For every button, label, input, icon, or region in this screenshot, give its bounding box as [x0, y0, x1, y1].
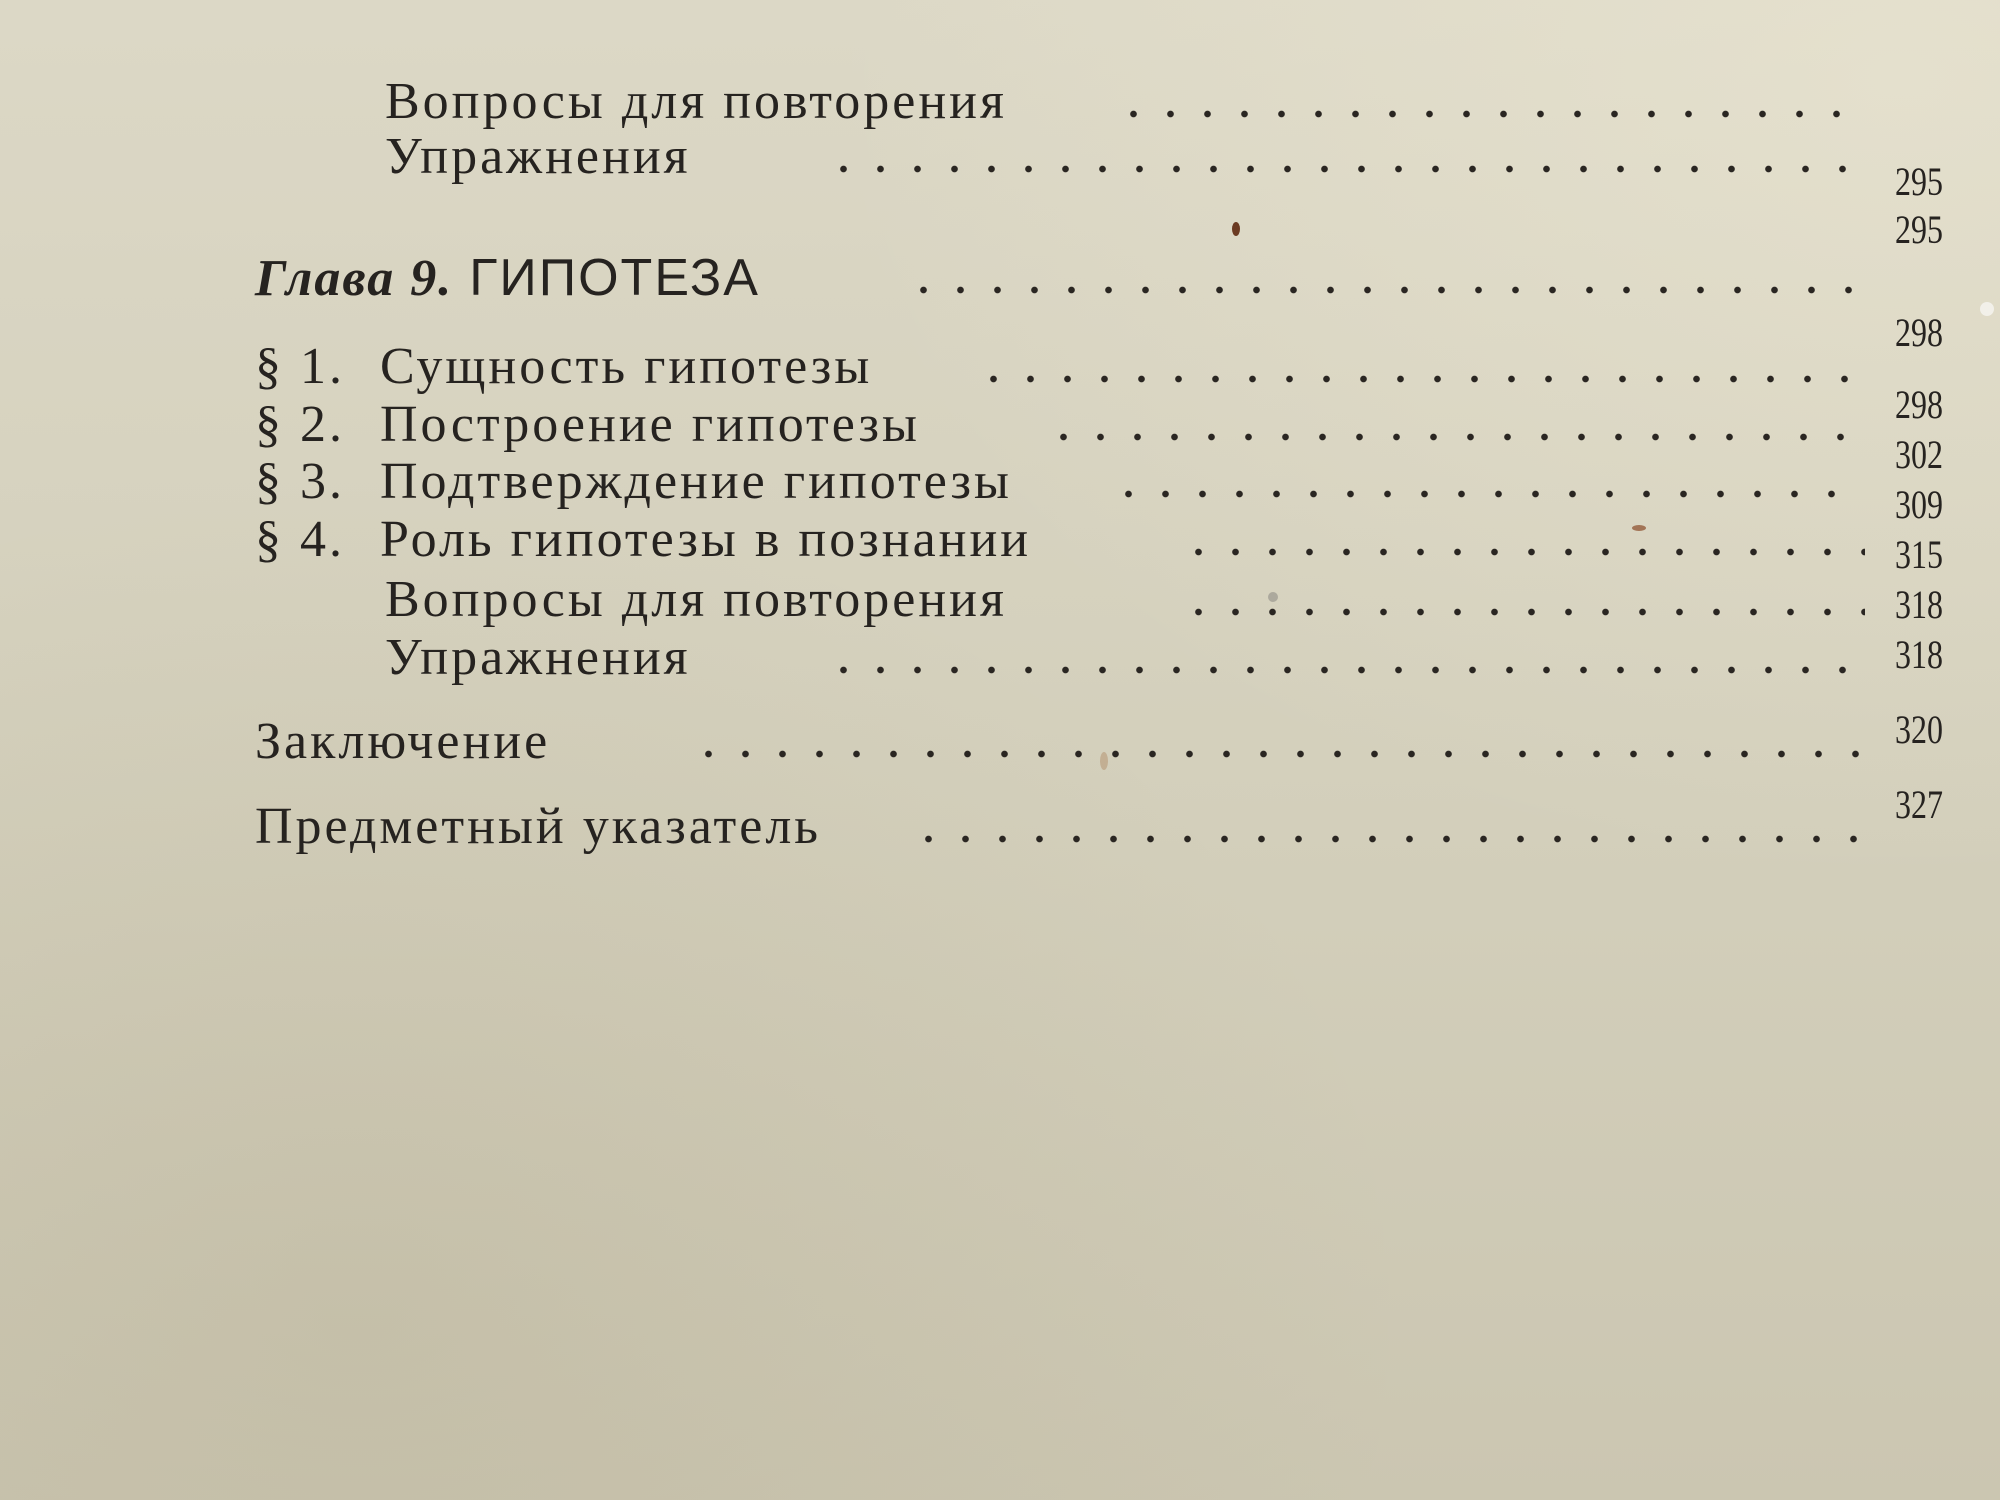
toc-page-number: 295 [1895, 207, 1943, 252]
toc-entry-title: Упражнения [385, 128, 691, 185]
toc-page-number: 318 [1895, 582, 1943, 627]
toc-entry-title: Вопросы для повторения [385, 73, 1007, 130]
toc-page-number: 320 [1895, 707, 1943, 752]
paper-stain [1980, 302, 1994, 316]
toc-entry-title: Упражнения [385, 629, 691, 686]
dot-leader [910, 835, 1865, 843]
toc-page-number: 295 [1895, 159, 1943, 204]
toc-entry-title: Вопросы для повторения [385, 571, 1007, 628]
toc-entry-subject-index [0, 797, 2000, 857]
toc-section-4 [0, 510, 2000, 570]
dot-leader [1180, 548, 1865, 556]
toc-page-number: 302 [1895, 432, 1943, 477]
section-heading [255, 510, 1031, 570]
dot-leader [1180, 608, 1865, 616]
section-number: § 3. [255, 453, 345, 510]
section-title: Сущность гипотезы [380, 338, 873, 395]
toc-page-number: 318 [1895, 632, 1943, 677]
paper-stain [1268, 592, 1278, 602]
chapter-heading [255, 248, 760, 309]
toc-entry-exercises-ch8 [0, 127, 2000, 187]
paper-stain [1232, 222, 1240, 236]
toc-page-number: 298 [1895, 310, 1943, 355]
section-heading [255, 337, 872, 397]
dot-leader [825, 165, 1865, 173]
toc-entry-title: Предметный указатель [255, 798, 822, 855]
toc-chapter-9 [0, 248, 2000, 308]
toc-entry-review-questions-ch9 [0, 570, 2000, 630]
dot-leader [975, 375, 1865, 383]
toc-entry-exercises-ch9 [0, 628, 2000, 688]
section-title: Роль гипотезы в познании [380, 511, 1032, 568]
toc-section-1 [0, 337, 2000, 397]
toc-entry-review-questions-ch8 [0, 72, 2000, 132]
paper-stain [1632, 525, 1646, 531]
toc-entry-conclusion [0, 712, 2000, 772]
toc-page-number: 315 [1895, 532, 1943, 577]
toc-page-number: 327 [1895, 782, 1943, 827]
section-title: Подтверждение гипотезы [380, 453, 1012, 510]
section-number: § 2. [255, 396, 345, 453]
dot-leader [1115, 110, 1865, 118]
section-title: Построение гипотезы [380, 396, 920, 453]
dot-leader [690, 750, 1865, 758]
dot-leader [1045, 433, 1865, 441]
chapter-title: ГИПОТЕЗА [469, 249, 760, 307]
toc-entry-title: Заключение [255, 713, 551, 770]
dot-leader [1110, 490, 1865, 498]
section-number: § 4. [255, 511, 345, 568]
section-heading [255, 395, 920, 455]
toc-page-number: 309 [1895, 482, 1943, 527]
section-number: § 1. [255, 338, 345, 395]
toc-section-3 [0, 452, 2000, 512]
dot-leader [825, 666, 1865, 674]
toc-section-2 [0, 395, 2000, 455]
chapter-label: Глава 9. [255, 250, 454, 307]
section-heading [255, 452, 1012, 512]
toc-page-number: 298 [1895, 382, 1943, 427]
paper-stain [1100, 752, 1108, 770]
dot-leader [905, 286, 1865, 294]
